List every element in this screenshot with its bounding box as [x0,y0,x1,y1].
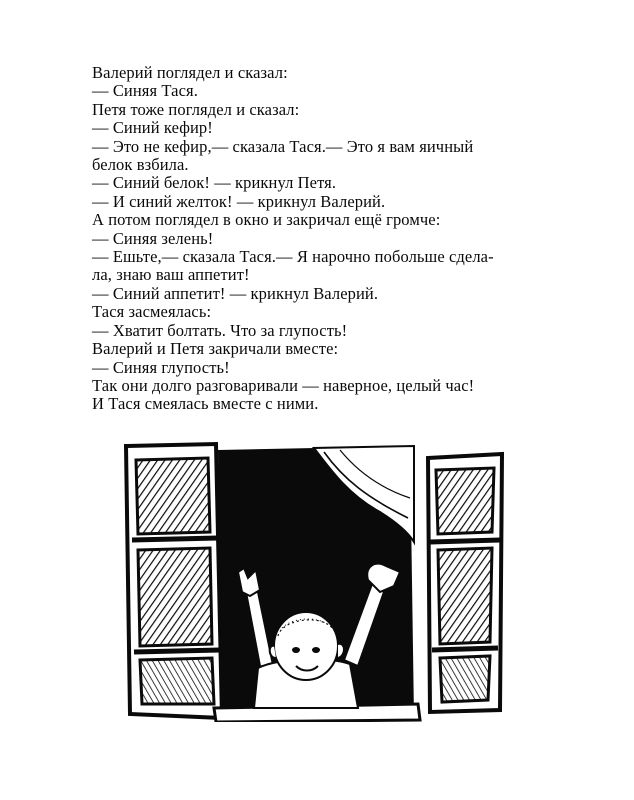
story-text [92,64,562,414]
text-line: — Синяя зелень! [92,228,214,248]
text-line: — Синий аппетит! — крикнул Валерий. [92,283,379,303]
right-shutter [428,454,502,712]
text-line: — Ешьте,— сказала Тася.— Я нарочно побольше сдела- [92,247,494,267]
text-line: белок взбила. [92,155,189,175]
text-line: — Хватит болтать. Что за глупость! [92,320,348,340]
text-line: — Синяя глупость! [92,357,230,377]
left-shutter [126,444,222,718]
text-line: Так они долго разговаривали — наверное, целый час! [92,375,475,395]
text-line: — Синий белок! — крикнул Петя. [92,173,337,193]
text-line: А потом поглядел в окно и закричал ещё громче: [92,210,441,230]
text-line: Валерий и Петя закричали вместе: [92,339,339,359]
window-illustration [118,432,510,722]
text-line: Петя тоже поглядел и сказал: [92,99,300,119]
text-line: — Синий кефир! [92,118,213,138]
text-line: ла, знаю ваш аппетит! [92,265,250,285]
boy-in-window-drawing [118,432,510,722]
text-line: — Синяя Тася. [92,81,198,101]
text-line: — И синий желток! — крикнул Валерий. [92,191,386,211]
text-line: — Это не кефир,— сказала Тася.— Это я вам яичный [92,136,474,156]
text-line: И Тася смеялась вместе с ними. [92,394,319,414]
text-line: Валерий поглядел и сказал: [92,63,288,82]
text-line: Тася засмеялась: [92,302,212,322]
